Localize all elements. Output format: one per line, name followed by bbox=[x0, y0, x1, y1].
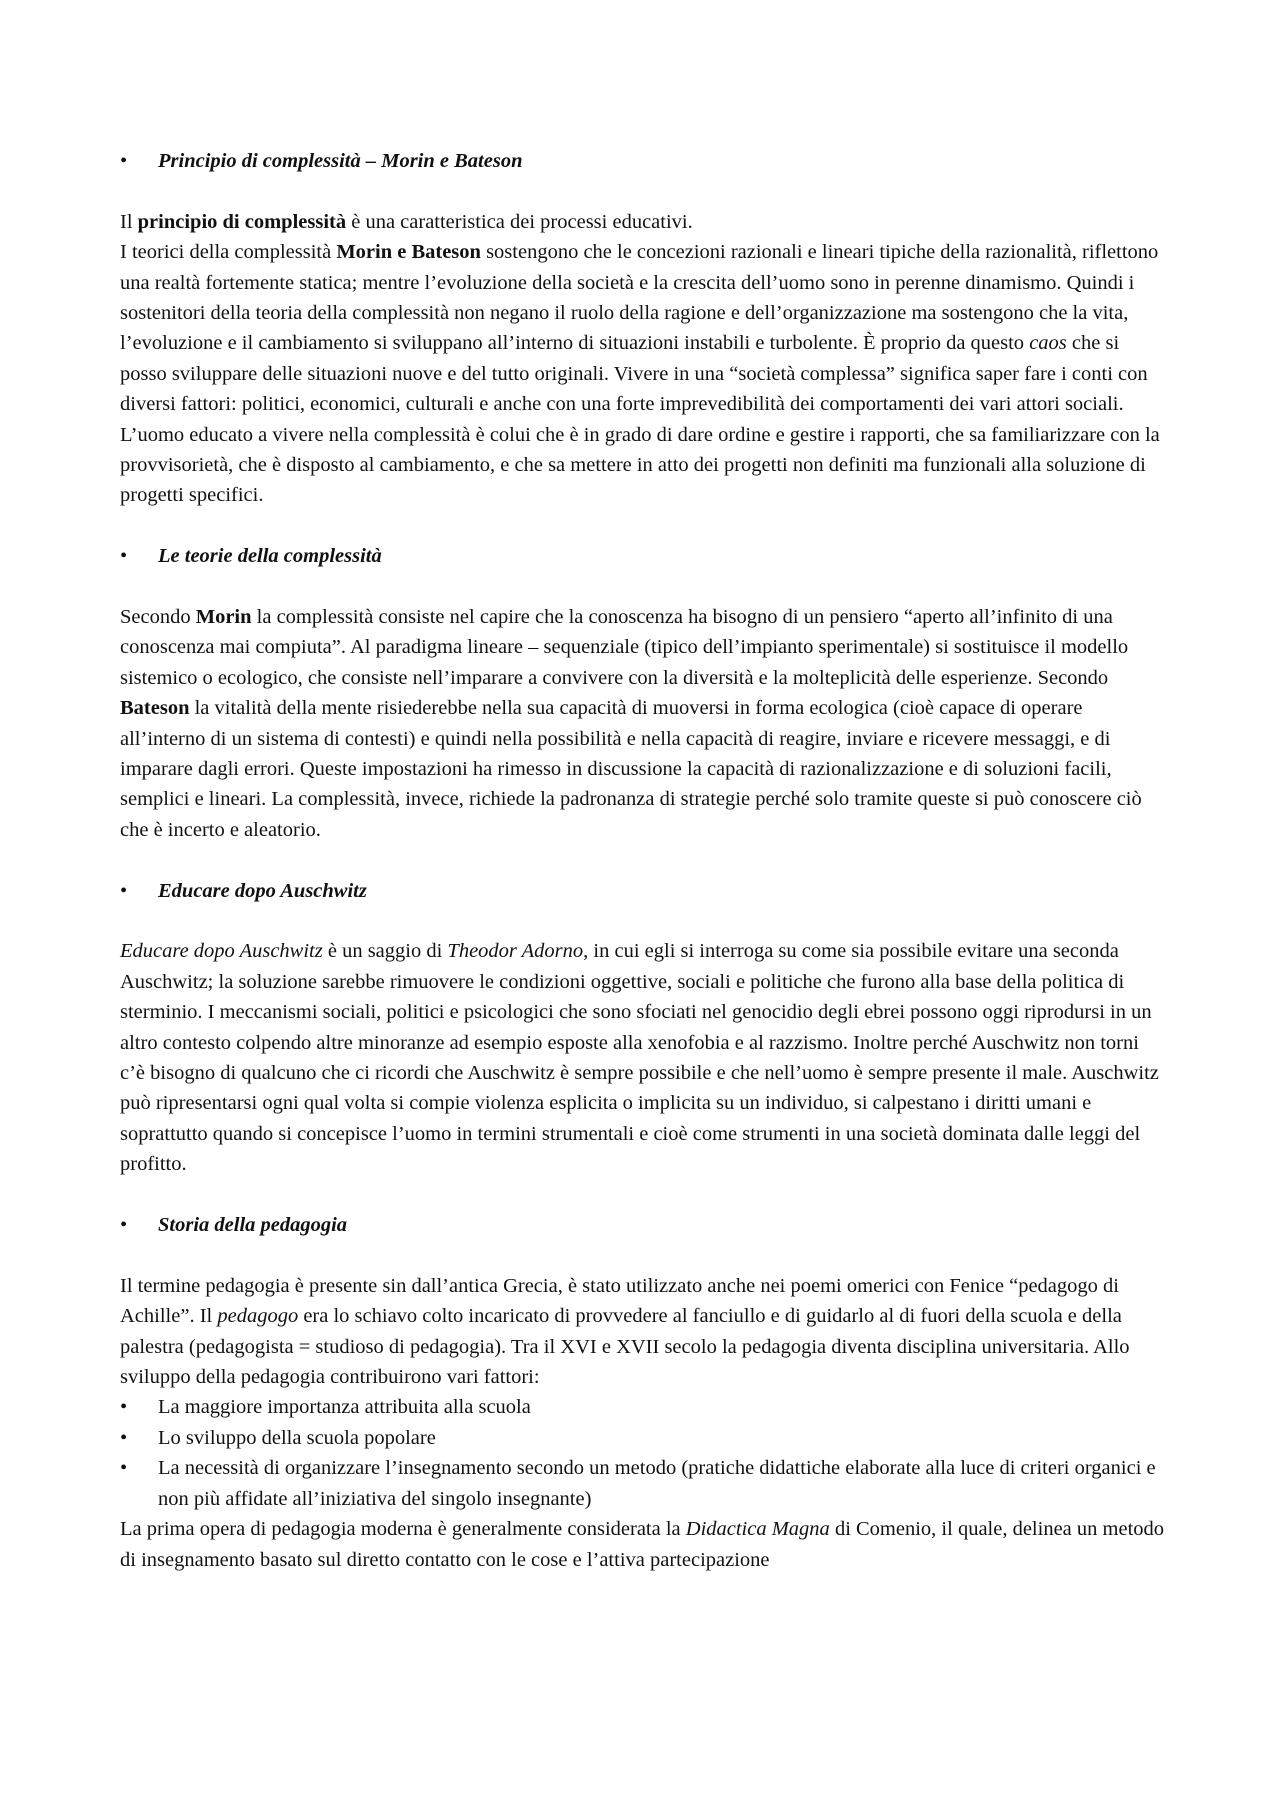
list-item bbox=[120, 1453, 1165, 1514]
list-item-text: Lo sviluppo della scuola popolare bbox=[158, 1426, 436, 1449]
section-heading bbox=[120, 541, 1165, 571]
heading-text: Le teorie della complessità bbox=[158, 545, 382, 568]
bold-term: Bateson bbox=[120, 697, 190, 720]
italic-term: caos bbox=[1029, 332, 1067, 355]
list-item bbox=[120, 1392, 1165, 1422]
section-heading bbox=[120, 146, 1165, 176]
heading-text: Storia della pedagogia bbox=[158, 1214, 348, 1237]
document-page bbox=[120, 146, 1165, 1575]
bullet-icon: • bbox=[120, 1396, 128, 1419]
bullet-icon: • bbox=[120, 545, 128, 568]
paragraph: Il principio di complessità è una caratteristica dei processi educativi. bbox=[120, 210, 693, 233]
list-item-text: La necessità di organizzare l’insegnamento secondo un metodo (pratiche didattiche elaborate alla luce di criteri organici e non più affidate all’iniziativa del singolo insegnante) bbox=[158, 1457, 1156, 1510]
bullet-icon: • bbox=[120, 1457, 128, 1480]
italic-term: Educare dopo Auschwitz bbox=[120, 940, 323, 963]
paragraph: I teorici della complessità Morin e Bateson sostengono che le concezioni razionali e lineari tipiche della razionalità, riflettono una realtà fortemente statica; mentre l’evoluzione della società e la crescita dell’uomo sono in perenne dinamismo. Quindi i sostenitori della teoria della complessità non negano il ruolo della ragione e dell’organizzazione ma sostengono che la vita, l’evoluzione e il cambiamento si sviluppano all’interno di situazioni instabili e turbolente. È proprio da questo caos che si posso sviluppare delle situazioni nuove e del tutto originali. Vivere in una “società complessa” significa saper fare i conti con diversi fattori: politici, economici, culturali e anche con una forte imprevedibilità dei comportamenti dei vari attori sociali. L’uomo educato a vivere nella complessità è colui che è in grado di dare ordine e gestire i rapporti, che sa familiarizzare con la provvisorietà, che è disposto al cambiamento, e che sa mettere in atto dei progetti non definiti ma funzionali alla soluzione di progetti specifici. bbox=[120, 241, 1160, 507]
bold-term: Morin bbox=[195, 606, 252, 629]
bullet-icon: • bbox=[120, 879, 128, 902]
list-item-text: La maggiore importanza attribuita alla scuola bbox=[158, 1396, 531, 1419]
italic-term: Didactica Magna bbox=[685, 1518, 830, 1541]
bullet-icon: • bbox=[120, 150, 128, 172]
section-heading bbox=[120, 876, 1165, 906]
paragraph: Il termine pedagogia è presente sin dall’antica Grecia, è stato utilizzato anche nei poemi omerici con Fenice “pedagogo di Achille”. Il pedagogo era lo schiavo colto incaricato di provvedere al fanciullo e di guidarlo al di fuori della scuola e della palestra (pedagogista = studioso di pedagogia). Tra il XVI e XVII secolo la pedagogia diventa disciplina universitaria. Allo sviluppo della pedagogia contribuirono vari fattori: bbox=[120, 1274, 1130, 1389]
bullet-icon: • bbox=[120, 1214, 128, 1237]
section-heading bbox=[120, 1210, 1165, 1240]
heading-text: Educare dopo Auschwitz bbox=[158, 879, 367, 902]
italic-term: Theodor Adorno bbox=[447, 940, 584, 963]
paragraph: Educare dopo Auschwitz è un saggio di Theodor Adorno, in cui egli si interroga su come sia possibile evitare una seconda Auschwitz; la soluzione sarebbe rimuovere le condizioni oggettive, sociali e politiche che furono alla base della politica di sterminio. I meccanismi sociali, politici e psicologici che sono sfociati nel genocidio degli ebrei possono oggi riprodursi in un altro contesto colpendo altre minoranze ad esempio esposte alla xenofobia e al razzismo. Inoltre perché Auschwitz non torni c’è bisogno di qualcuno che ci ricordi che Auschwitz è sempre possibile e che nell’uomo è sempre presente il male. Auschwitz può ripresentarsi ogni qual volta si compie violenza esplicita o implicita su un individuo, si calpestano i diritti umani e soprattutto quando si concepisce l’uomo in termini strumentali e cioè come strumenti in una società dominata dalle leggi del profitto. bbox=[120, 940, 1159, 1176]
bold-term: Morin e Bateson bbox=[336, 241, 481, 264]
paragraph: Secondo Morin la complessità consiste nel capire che la conoscenza ha bisogno di un pensiero “aperto all’infinito di una conoscenza mai compiuta”. Al paradigma lineare – sequenziale (tipico dell’impianto sperimentale) si sostituisce il modello sistemico o ecologico, che consiste nell’imparare a convivere con la diversità e la molteplicità delle esperienze. Secondo Bateson la vitalità della mente risiederebbe nella sua capacità di muoversi in forma ecologica (cioè capace di operare all’interno di un sistema di contesti) e quindi nella possibilità e nella capacità di reagire, inviare e ricevere messaggi, e di imparare dagli errori. Queste impostazioni ha rimesso in discussione la capacità di razionalizzazione e di soluzioni facili, semplici e lineari. La complessità, invece, richiede la padronanza di strategie perché solo tramite queste si può conoscere ciò che è incerto e aleatorio. bbox=[120, 606, 1142, 841]
bullet-icon: • bbox=[120, 1426, 128, 1449]
heading-text: Principio di complessità – Morin e Bateson bbox=[158, 150, 523, 172]
list-item bbox=[120, 1423, 1165, 1453]
factor-list bbox=[120, 1392, 1165, 1514]
italic-term: pedagogo bbox=[217, 1305, 299, 1328]
bold-term: principio di complessità bbox=[137, 210, 347, 233]
paragraph: La prima opera di pedagogia moderna è generalmente considerata la Didactica Magna di Comenio, il quale, delinea un metodo di insegnamento basato sul diretto contatto con le cose e l’attiva partecipazione bbox=[120, 1518, 1165, 1571]
